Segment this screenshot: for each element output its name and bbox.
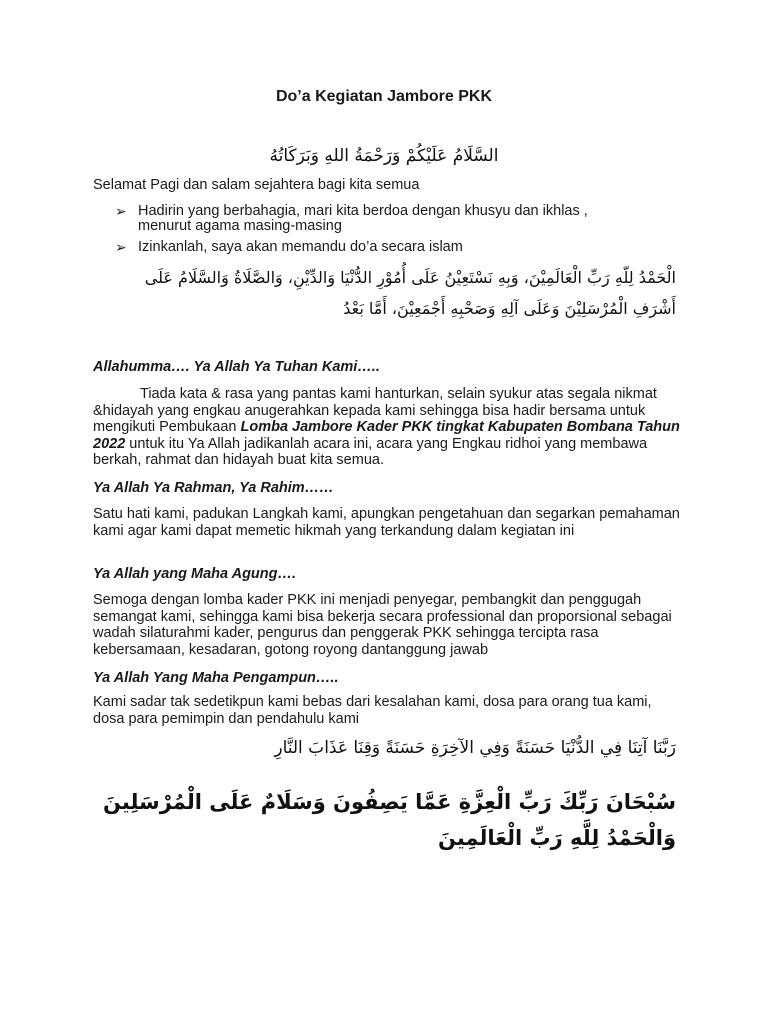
arrow-bullet-icon: ➢ [115,239,127,255]
event-name-bold: Lomba Jambore Kader PKK tingkat Kabupaten Bombana Tahun 2022 [93,419,680,452]
list-item [115,240,675,255]
prayer-heading-1: Allahumma…. Ya Allah Ya Tuhan Kami….. [93,359,380,375]
list-item [115,204,675,234]
prayer-heading-3: Ya Allah yang Maha Agung…. [93,566,297,582]
subhana-arabic: سُبْحَانَ رَبِّكَ رَبِّ الْعِزَّةِ عَمَّا يَصِفُونَ وَسَلَامٌ عَلَى الْمُرْسَلِينَ وَالْحَمْدُ لِلَّهِ رَبِّ الْعَالَمِينَ [103,790,676,850]
prayer-paragraph-3: Semoga dengan lomba kader PKK ini menjadi penyegar, pembangkit dan penggugah semangat kami, sehingga kami bisa bekerja secara professional dan proporsional sebagai wadah silaturahmi kader, pengurus dan penggerak PKK sehingga tercipta rasa kebersamaan, kesadaran, gotong royong dantanggung jawab [93,592,672,658]
prayer-paragraph-2: Satu hati kami, padukan Langkah kami, apungkan pengetahuan dan segarkan pemahaman kami agar kami dapat memetic hikmah yang terkandung dalam kegiatan ini [93,506,680,539]
prayer-heading-4: Ya Allah Yang Maha Pengampun….. [93,670,339,686]
document-title: Do’a Kegiatan Jambore PKK [275,88,493,105]
bullet-text-continued: menurut agama masing-masing [138,218,342,234]
rabbana-arabic: رَبَّنَا آتِنَا فِي الدُّنْيَا حَسَنَةً وَفِي الآخِرَةِ حَسَنَةً وَقِنَا عَذَابَ النَّارِ [274,738,676,758]
prayer-heading-2: Ya Allah Ya Rahman, Ya Rahim…… [93,480,334,496]
hamdalah-line-2: أَشْرَفِ الْمُرْسَلِيْنَ وَعَلَى آلِهِ وَصَحْبِهِ أَجْمَعِيْنَ، أَمَّا بَعْدُ [343,299,676,318]
prayer-paragraph-4: Kami sadar tak sedetikpun kami bebas dari kesalahan kami, dosa para orang tua kami, dosa para pemimpin dan pendahulu kami [93,694,652,727]
paragraph-text: Tiada kata & rasa yang pantas kami hanturkan, selain syukur atas segala nikmat &hidayah yang engkau anugerahkan kepada kami sehingga bisa hadir bersama untuk mengikuti Pembukaan [93,386,657,435]
hamdalah-arabic [118,262,676,324]
paragraph-text: untuk itu Ya Allah jadikanlah acara ini, acara yang Engkau ridhoi yang membawa berkah, rahmat dan hidayah buat kita semua. [93,435,648,468]
salam-arabic: السَّلَامُ عَلَيْكُمْ وَرَحْمَةُ اللهِ وَبَرَكَاتُهُ [269,146,499,166]
prayer-paragraph-1 [93,386,683,469]
bullet-text: Hadirin yang berbahagia, mari kita berdoa dengan khusyu dan ikhlas , [138,203,588,219]
greeting-text: Selamat Pagi dan salam sejahtera bagi kita semua [93,177,420,193]
hamdalah-line-1: الْحَمْدُ لِلّهِ رَبِّ الْعَالَمِيْنَ، وَبِهِ نَسْتَعِيْنُ عَلَى أُمُوْرِ الدُّنْيَا وَالدِّيْنِ، وَالصَّلَاةُ وَالسَّلَامُ عَلَى [144,268,676,287]
arrow-bullet-icon: ➢ [115,203,127,219]
bullet-list [115,204,675,261]
bullet-text: Izinkanlah, saya akan memandu do’a secara islam [138,239,463,255]
